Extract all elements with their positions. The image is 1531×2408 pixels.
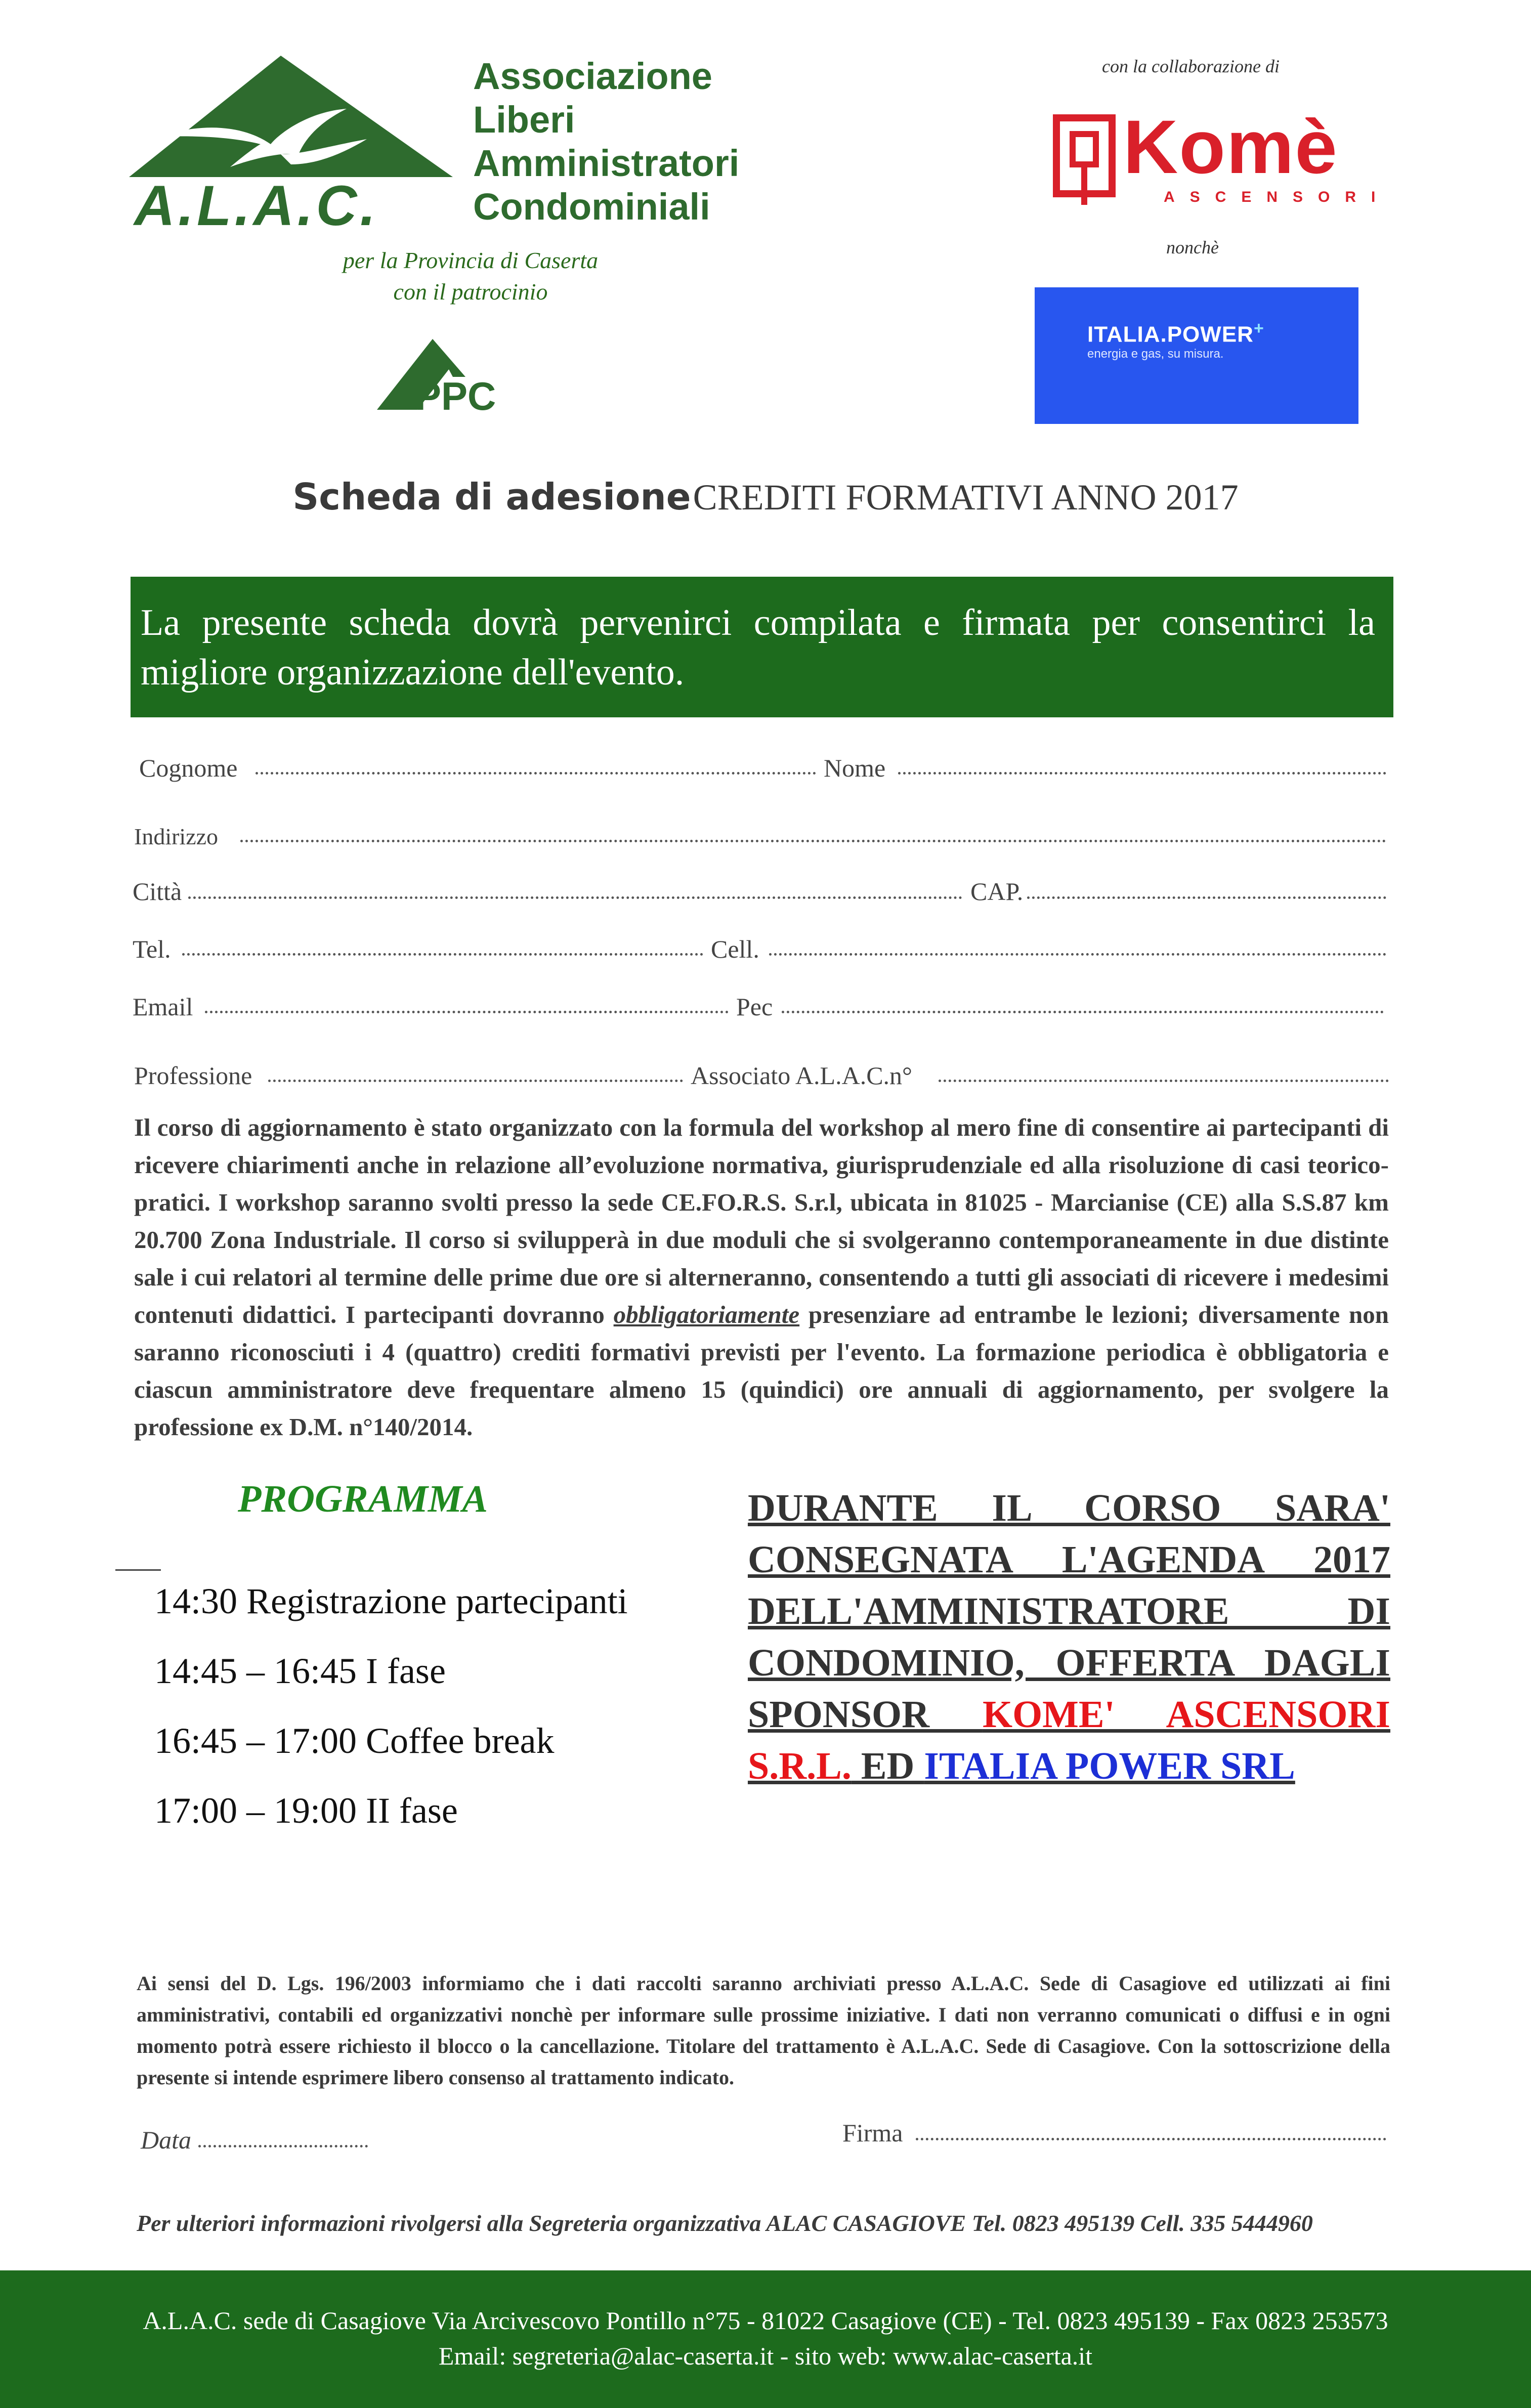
notice-joiner: ED [851, 1745, 924, 1787]
nonche-label: nonchè [1166, 237, 1219, 257]
kome-logo [1052, 104, 1391, 218]
nome-field[interactable] [898, 772, 1386, 775]
patronage-text: con il patrocinio [393, 279, 548, 305]
intro-emphasis: obbligatoriamente [613, 1301, 800, 1328]
appc-logo [377, 334, 519, 415]
italia-power-tagline: energia e gas, su misura. [1087, 347, 1224, 361]
italia-power-name-text: ITALIA.POWER [1087, 322, 1254, 347]
professione-field[interactable] [268, 1080, 683, 1082]
alac-logo-text: A.L.A.C. [134, 174, 379, 233]
nome-label: Nome [824, 754, 886, 782]
pec-field[interactable] [782, 1011, 1384, 1013]
page-title [0, 476, 1531, 519]
cap-label: CAP. [970, 877, 1024, 906]
title-part2: CREDITI FORMATIVI ANNO 2017 [693, 477, 1239, 518]
data-field[interactable] [198, 2145, 368, 2147]
appc-logo-text: PPC [415, 374, 496, 415]
programma-item: 17:00 – 19:00 II fase [154, 1790, 458, 1831]
kome-subtitle: ASCENSORI [1164, 189, 1391, 205]
notice-text: DURANTE IL CORSO SARA' CONSEGNATA L'AGENDA 2017 DELL'AMMINISTRATORE DI CONDOMINIO, OFFERTA DAGLI SPONSOR [748, 1487, 1390, 1736]
cell-field[interactable] [769, 953, 1386, 956]
firma-field[interactable] [916, 2138, 1386, 2140]
privacy-notice: Ai sensi del D. Lgs. 196/2003 informiamo che i dati raccolti saranno archiviati presso A.L.A.C. Sede di Casagiove ed utilizzati ai fini amministrativi, contabili ed organizzativi nonchè per informare sulle prossime iniziative. I dati non verranno comunicati o diffusi e in ogni momento potrà essere richiesto il blocco o la cancellazione. Titolare del trattamento è A.L.A.C. Sede di Casagiove. Con la sottoscrizione della presente si intende esprimere libero consenso al trattamento indicato. [137, 1972, 1390, 2089]
data-label: Data [141, 2126, 191, 2154]
cognome-label: Cognome [139, 754, 238, 782]
cell-label: Cell. [711, 935, 759, 963]
footer-address: A.L.A.C. sede di Casagiove Via Arcivescovo Pontillo n°75 - 81022 Casagiove (CE) - Tel. 0823 495139 - Fax 0823 253573 [143, 2306, 1388, 2335]
intro-after: presenziare ad entrambe le lezioni; diversamente non saranno riconosciuti i 4 (quattro) crediti formativi previsti per l'evento. La formazione periodica è obbligatoria e ciascun amministratore deve frequentare almeno 15 (quindici) ore annuali di aggiornamento, per svolgere la professione ex D.M. n°140/2014. [134, 1301, 1389, 1441]
instruction-banner [131, 577, 1393, 717]
banner-text: La presente scheda dovrà pervenirci compilata e firmata per consentirci la migliore organizzazione dell'evento. [141, 602, 1375, 693]
indirizzo-field[interactable] [240, 840, 1386, 842]
course-description [134, 1109, 1389, 1446]
alac-name-line: Condominiali [473, 186, 710, 228]
tel-field[interactable] [182, 953, 703, 956]
title-part1: Scheda di adesione [292, 476, 691, 518]
programma-title: PROGRAMMA [238, 1478, 488, 1520]
associato-field[interactable] [939, 1080, 1389, 1082]
footer [0, 2270, 1531, 2408]
email-field[interactable] [205, 1011, 729, 1013]
italia-power-logo [1035, 287, 1358, 424]
sponsor-notice [748, 1482, 1390, 1792]
tel-label: Tel. [133, 935, 171, 963]
kome-mark-icon [1052, 114, 1123, 210]
alac-mountain-bird-icon [129, 51, 473, 233]
indirizzo-label: Indirizzo [134, 824, 219, 849]
alac-name-line: Amministratori [473, 142, 740, 184]
alac-name-line: Liberi [473, 99, 575, 141]
pec-label: Pec [736, 993, 773, 1021]
programma-item: 16:45 – 17:00 Coffee break [154, 1721, 555, 1761]
firma-label: Firma [842, 2119, 903, 2147]
associato-label: Associato A.L.A.C.n° [691, 1061, 913, 1090]
intro-before: Il corso di aggiornamento è stato organizzato con la formula del workshop al mero fine di consentire ai partecipanti di ricevere chiarimenti anche in relazione all’evoluzione normativa, giurisprudenziale ed alla risoluzione di casi teorico-pratici. I workshop saranno svolti presso la sede CE.FO.R.S. S.r.l, ubicata in 81025 - Marcianise (CE) alla S.S.87 km 20.700 Zona Industriale. Il corso si svilupperà in due moduli che si svolgeranno contemporaneamente in due distinte sale i cui relatori al termine delle prime due ore si alterneranno, consentendo a tutti gli associati di ricevere i medesimi contenuti didattici. I partecipanti dovranno [134, 1113, 1389, 1328]
notice-sponsor-italia-power: ITALIA POWER SRL [924, 1745, 1295, 1787]
info-line: Per ulteriori informazioni rivolgersi alla Segreteria organizzativa ALAC CASAGIOVE Tel. 0823 495139 Cell. 335 5444960 [137, 2210, 1313, 2236]
kome-name: Komè [1123, 104, 1338, 189]
citta-field[interactable] [188, 896, 962, 899]
alac-name-line: Associazione [473, 55, 712, 97]
italia-power-name [1087, 319, 1264, 348]
email-label: Email [133, 993, 193, 1021]
footer-contacts: Email: segreteria@alac-caserta.it - sito web: www.alac-caserta.it [438, 2342, 1093, 2370]
programma-item: 14:30 Registrazione partecipanti [154, 1581, 628, 1621]
citta-label: Città [133, 877, 182, 906]
italia-power-plus: + [1253, 319, 1264, 338]
programma-item: 14:45 – 16:45 I fase [154, 1651, 446, 1691]
appc-logo-icon [377, 334, 519, 415]
divider [115, 1569, 161, 1571]
province-text: per la Provincia di Caserta [343, 247, 599, 273]
cognome-field[interactable] [256, 772, 816, 775]
alac-logo [129, 51, 767, 243]
notice-sponsor-kome: KOME' ASCENSORI S.R.L. [748, 1693, 1390, 1787]
cap-field[interactable] [1027, 896, 1386, 899]
professione-label: Professione [134, 1061, 252, 1090]
collaboration-label: con la collaborazione di [1102, 56, 1280, 76]
